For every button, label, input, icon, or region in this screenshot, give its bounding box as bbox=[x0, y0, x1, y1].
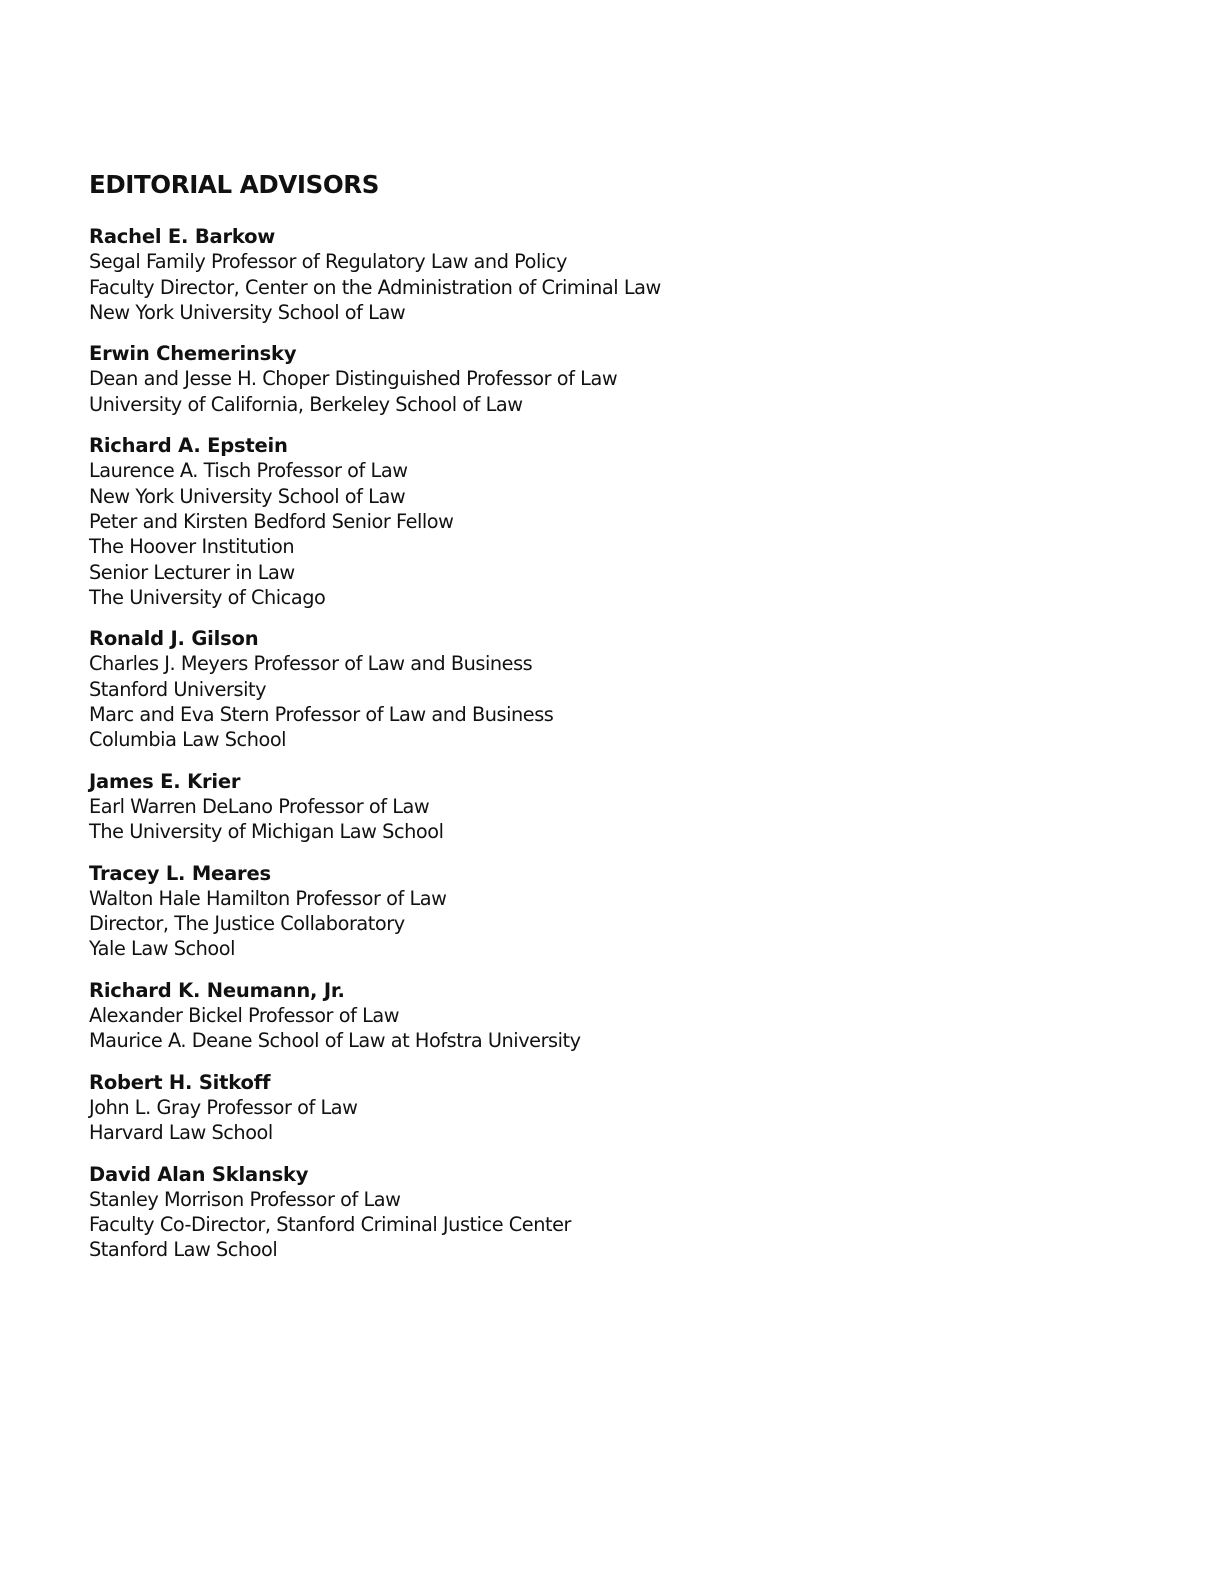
advisor-title-line: New York University School of Law bbox=[89, 484, 406, 508]
advisor-title-line: University of California, Berkeley School of Law bbox=[89, 392, 523, 416]
advisor-title-line: Stanford University bbox=[89, 677, 267, 701]
advisor-entry bbox=[89, 769, 1129, 845]
advisor-title-line: Segal Family Professor of Regulatory Law and Policy bbox=[89, 250, 567, 274]
advisor-title-line: Yale Law School bbox=[89, 937, 236, 961]
advisor-entry bbox=[89, 433, 1129, 610]
advisor-title-line: Harvard Law School bbox=[89, 1121, 273, 1145]
advisor-title-line: Faculty Director, Center on the Administration of Criminal Law bbox=[89, 275, 661, 299]
advisor-name: Robert H. Sitkoff bbox=[89, 1070, 271, 1094]
advisor-entry bbox=[89, 1162, 1129, 1263]
advisor-entry bbox=[89, 1070, 1129, 1146]
advisor-name: David Alan Sklansky bbox=[89, 1162, 309, 1186]
advisor-title-line: Director, The Justice Collaboratory bbox=[89, 912, 405, 936]
advisor-title-line: Alexander Bickel Professor of Law bbox=[89, 1004, 400, 1028]
advisor-title-line: Charles J. Meyers Professor of Law and Business bbox=[89, 652, 533, 676]
advisor-title-line: Faculty Co-Director, Stanford Criminal Justice Center bbox=[89, 1213, 571, 1237]
page-heading: EDITORIAL ADVISORS bbox=[89, 170, 379, 199]
advisor-name: Erwin Chemerinsky bbox=[89, 342, 297, 366]
advisor-entry bbox=[89, 978, 1129, 1054]
advisor-title-line: The University of Chicago bbox=[89, 585, 326, 609]
advisor-title-line: Dean and Jesse H. Choper Distinguished Professor of Law bbox=[89, 367, 618, 391]
advisor-title-line: Senior Lecturer in Law bbox=[89, 560, 295, 584]
advisor-title-line: The University of Michigan Law School bbox=[89, 820, 444, 844]
advisor-name: Rachel E. Barkow bbox=[89, 225, 276, 248]
advisor-entry bbox=[89, 224, 1129, 325]
advisor-name: Ronald J. Gilson bbox=[89, 627, 259, 651]
advisor-title-line: The Hoover Institution bbox=[89, 535, 295, 559]
advisor-title-line: Stanley Morrison Professor of Law bbox=[89, 1187, 401, 1211]
advisor-title-line: Peter and Kirsten Bedford Senior Fellow bbox=[89, 509, 454, 533]
advisor-name: Richard K. Neumann, Jr. bbox=[89, 978, 345, 1002]
advisor-entry bbox=[89, 861, 1129, 962]
advisor-title-line: Laurence A. Tisch Professor of Law bbox=[89, 459, 408, 483]
advisor-title-line: Columbia Law School bbox=[89, 728, 287, 752]
advisor-name: Tracey L. Meares bbox=[89, 861, 271, 885]
advisor-title-line: Earl Warren DeLano Professor of Law bbox=[89, 794, 430, 818]
advisor-entry bbox=[89, 626, 1129, 752]
editorial-advisors-page bbox=[89, 168, 1129, 1279]
advisor-entry bbox=[89, 341, 1129, 417]
advisor-title-line: Walton Hale Hamilton Professor of Law bbox=[89, 886, 447, 910]
advisor-title-line: New York University School of Law bbox=[89, 300, 406, 324]
advisor-title-line: Maurice A. Deane School of Law at Hofstra University bbox=[89, 1029, 581, 1053]
advisor-name: Richard A. Epstein bbox=[89, 434, 288, 458]
advisor-title-line: Marc and Eva Stern Professor of Law and Business bbox=[89, 703, 554, 727]
advisor-title-line: John L. Gray Professor of Law bbox=[89, 1095, 358, 1119]
advisor-name: James E. Krier bbox=[89, 769, 241, 793]
advisor-title-line: Stanford Law School bbox=[89, 1238, 278, 1262]
